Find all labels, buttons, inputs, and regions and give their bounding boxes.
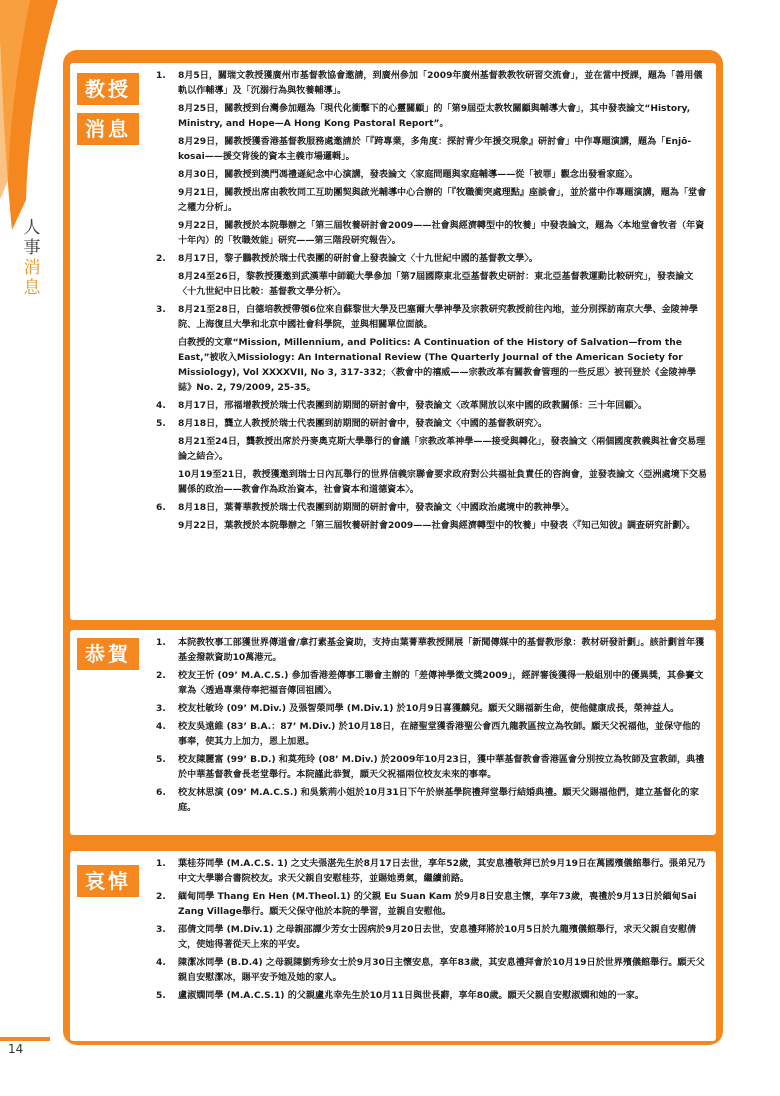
section-faculty-news (70, 63, 716, 620)
item-number: 1. (156, 859, 166, 869)
item-paragraph: 8月21至28日，白德培教授帶領6位來自蘇黎世大學及巴塞爾大學神學及宗教研究教授前往內地，並分別探訪南京大學、金陵神學院、上海復旦大學和北京中國社會科學院，並與相關單位面談。 (178, 305, 698, 330)
item-paragraph: 緬甸同學 Thang En Hen (M.Theol.1) 的父親 Eu Suan Kam 於9月8日安息主懷，享年73歲，喪禮於9月13日於緬甸Sai Zang Village舉行。願天父保守他於本院的學習，並親自安慰他。 (178, 892, 697, 917)
item-paragraph: 陳潔冰同學 (B.D.4) 之母親陳劉秀珍女士於9月30日主懷安息，享年83歲，其安息禮拜會於10月19日於世界殯儀館舉行。願天父親自安慰潔冰，賜平安予她及她的家人。 (178, 958, 705, 983)
item-number: 4. (156, 958, 166, 968)
side-title-char: 人 (23, 218, 41, 238)
obituary-list (156, 857, 708, 1007)
list-item (156, 669, 708, 699)
section-congratulations (70, 630, 716, 835)
list-item (156, 252, 708, 300)
section-label: 恭賀 (77, 638, 139, 670)
section-obituary (70, 851, 716, 1041)
item-paragraph: 白教授的文章“Mission, Millennium, and Politics: A Continuation of the History of Salvation—from the East,”被收入Missiology: An International Review (The Quarterly Journal of the American Society for Missiology), Vol XXXXVII, No 3, 317-332；〈教會中的禧威——宗教改革有關教會管理的一些反思〉被刊登於《金陵神學誌》No. 2, 79/2009, 25-35。 (178, 338, 696, 393)
news-list (156, 69, 708, 537)
list-item (156, 857, 708, 887)
item-paragraph: 9月21日，關教授出席由教牧同工互助團契與啟光輔導中心合辦的「『牧職衝突處理點』座談會」，並於當中作專題演講，題為「堂會之權力分析」。 (178, 188, 707, 213)
item-number: 2. (156, 254, 166, 264)
item-paragraph: 校友林思演 (09’ M.A.C.S.) 和吳紫荊小姐於10月31日下午於崇基學院禮拜堂舉行結婚典禮。願天父賜福他們，建立基督化的家庭。 (178, 788, 699, 813)
page-number-rule (0, 1037, 50, 1041)
list-item (156, 786, 708, 816)
page-number: 14 (8, 1042, 24, 1056)
list-item (156, 417, 708, 498)
item-paragraph: 校友吳遠維 (83’ B.A.：87’ M.Div.) 於10月18日，在諸聖堂獲香港聖公會西九龍教區按立為牧師。願天父祝福他，並保守他的事奉，使其力上加力，恩上加恩。 (178, 722, 701, 747)
item-number: 3. (156, 925, 166, 935)
item-paragraph: 邵倩文同學 (M.Div.1) 之母親邵譚少芳女士因病於9月20日去世，安息禮拜將於10月5日於九龍殯儀館舉行，求天父親自安慰倩文，使她得著從天上來的平安。 (178, 925, 697, 950)
item-paragraph: 8月25日，關教授到台灣參加題為「現代化衝擊下的心靈關顧」的「第9屆亞太教牧關顧與輔導大會」，其中發表論文“History, Ministry, and Hope—A Hong Kong Pastoral Report”。 (178, 104, 691, 129)
item-paragraph: 盧淑嫻同學 (M.A.C.S.1) 的父親盧兆幸先生於10月11日與世長辭，享年80歲。願天父親自安慰淑嫻和她的一家。 (178, 991, 644, 1001)
section-label: 教授 (77, 73, 139, 105)
item-number: 1. (156, 638, 166, 648)
item-number: 4. (156, 722, 166, 732)
item-number: 5. (156, 419, 166, 429)
list-item (156, 720, 708, 750)
item-paragraph: 葉桂芬同學 (M.A.C.S. 1) 之丈夫張湛先生於8月17日去世，享年52歲，其安息禮敬拜已於9月19日在萬國殯儀館舉行。張弟兄乃中文大學聯合書院校友。求天父親自安慰桂芬，並賜她勇氣，繼續前路。 (178, 859, 706, 884)
item-number: 3. (156, 704, 166, 714)
list-item (156, 399, 708, 414)
side-title (22, 218, 42, 298)
item-number: 5. (156, 755, 166, 765)
item-number: 6. (156, 503, 166, 513)
item-paragraph: 10月19至21日，教授獲邀到瑞士日內瓦舉行的世界信義宗聯會要求政府對公共福祉負責任的咨詢會，並發表論文〈亞洲處境下交易關係的政治——教會作為政治資本，社會資本和道德資本〉。 (178, 470, 708, 495)
item-number: 6. (156, 788, 166, 798)
item-paragraph: 8月5日，關瑞文教授獲廣州市基督教協會邀請，到廣州參加「2009年廣州基督教教牧研習交流會」，並在當中授課，題為「善用儀軌以作輔導」及「沉溺行為與牧養輔導」。 (178, 71, 703, 96)
section-label: 消息 (77, 113, 139, 145)
list-item (156, 956, 708, 986)
item-paragraph: 9月22日，葉教授於本院舉辦之「第三屆牧養研討會2009——社會與經濟轉型中的牧養」中發表〈『知己知彼』調查研究計劃〉。 (178, 521, 696, 531)
list-item (156, 989, 708, 1004)
item-number: 5. (156, 991, 166, 1001)
list-item (156, 890, 708, 920)
list-item (156, 501, 708, 534)
list-item (156, 702, 708, 717)
side-title-char: 事 (23, 238, 41, 258)
item-number: 3. (156, 305, 166, 315)
list-item (156, 923, 708, 953)
item-paragraph: 校友王忻 (09’ M.A.C.S.) 參加香港差傳事工聯會主辦的「差傳神學徵文獎2009」，經評審後獲得一般組別中的優異獎，其參賽文章為〈透過專業侍奉把福音傳回祖國〉。 (178, 671, 704, 696)
item-paragraph: 8月24至26日，黎教授獲邀到武漢華中師範大學參加「第7屆國際東北亞基督教史研討：東北亞基督教運動比較研究」，發表論文〈十九世紀中日比較：基督教文學分析〉。 (178, 272, 694, 297)
list-item (156, 69, 708, 249)
item-paragraph: 8月18日，龔立人教授於瑞士代表團到訪期間的研討會中，發表論文〈中國的基督教研究〉。 (178, 419, 548, 429)
item-number: 2. (156, 671, 166, 681)
side-title-char: 消 (23, 258, 41, 278)
item-number: 4. (156, 401, 166, 411)
item-paragraph: 校友陳麗富 (99’ B.D.) 和莫苑玲 (08’ M.Div.) 於2009年10月23日，獲中華基督教會香港區會分別按立為牧師及宣教師，典禮於中華基督教會長老堂舉行。本院謹此恭賀，願天父祝福兩位校友未來的事奉。 (178, 755, 705, 780)
list-item (156, 636, 708, 666)
item-paragraph: 校友杜敏玲 (09’ M.Div.) 及張智榮同學 (M.Div.1) 於10月9日喜獲麟兒。願天父賜福新生命，使他健康成長，榮神益人。 (178, 704, 680, 714)
item-paragraph: 8月30日，關教授到澳門馮禮遜紀念中心演講，發表論文〈家庭問題與家庭輔導——從「被罪」觀念出發看家庭〉。 (178, 170, 639, 180)
side-title-char: 息 (23, 278, 41, 298)
item-paragraph: 8月21至24日，龔教授出席於丹麥奧克斯大學舉行的會議「宗教改革神學——接受與轉化」，發表論文〈兩個國度教義與社會交易理論之結合〉。 (178, 437, 706, 462)
item-paragraph: 8月18日，葉菁華教授於瑞士代表團到訪期間的研討會中，發表論文〈中國政治處境中的教神學〉。 (178, 503, 575, 513)
section-label: 哀悼 (77, 865, 139, 897)
congrats-list (156, 636, 708, 819)
item-paragraph: 本院教牧事工部獲世界傳道會/拿打素基金資助，支持由葉菁華教授開展「新聞傳媒中的基督教形象：教材研發計劃」。該計劃首年獲基金撥款資助10萬港元。 (178, 638, 705, 663)
item-paragraph: 9月22日，關教授於本院舉辦之「第三屆牧養研討會2009——社會與經濟轉型中的牧養」中發表論文，題為〈本地堂會牧者（年資十年內）的「牧職效能」研究——第三階段研究報告〉。 (178, 221, 705, 246)
list-item (156, 753, 708, 783)
item-number: 1. (156, 71, 166, 81)
item-number: 2. (156, 892, 166, 902)
item-paragraph: 8月29日，關教授獲香港基督教服務處邀請於「『跨專業，多角度：探討青少年援交現象』研討會」中作專題演講，題為「Enjō-kosai——援交背後的資本主義市場邏輯」。 (178, 137, 692, 162)
item-paragraph: 8月17日，黎子鵬教授於瑞士代表團的研討會上發表論文〈十九世紀中國的基督教文學〉。 (178, 254, 538, 264)
item-paragraph: 8月17日，邢福增教授於瑞士代表團到訪期間的研討會中，發表論文〈改革開放以來中國的政教關係：三十年回顧〉。 (178, 401, 648, 411)
list-item (156, 303, 708, 396)
